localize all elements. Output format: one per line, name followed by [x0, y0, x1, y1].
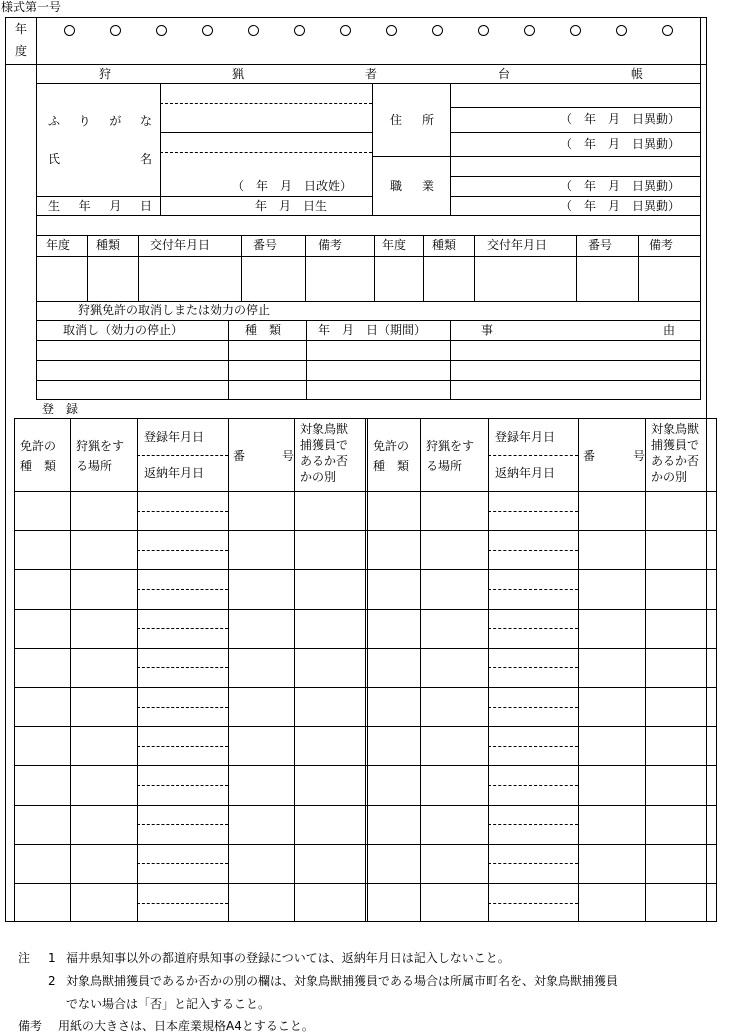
date-cell-split — [137, 746, 228, 747]
furigana-char: が — [109, 114, 122, 128]
revocation-col-line — [450, 320, 451, 400]
header-reg-date: 登録年月日 — [495, 430, 556, 444]
year-circle — [340, 25, 351, 36]
note-2-number: 2 — [48, 974, 56, 988]
header-license-type-2: 種 類 — [373, 459, 410, 473]
name-char: 氏 — [48, 152, 61, 166]
license-header-2: 交付年月日 — [150, 238, 211, 252]
ledger-title-char: 帳 — [630, 67, 643, 81]
license-header-0: 年度 — [46, 238, 71, 252]
registration-col-line — [228, 418, 229, 922]
header-target-3: かの別 — [300, 470, 337, 484]
furigana-line — [160, 103, 372, 104]
header-license-type-2: 種 類 — [20, 459, 57, 473]
date-header-split — [488, 455, 578, 456]
license-header-1: 種類 — [432, 238, 457, 252]
date-cell-split — [137, 903, 228, 904]
header-place-2: る場所 — [426, 459, 463, 473]
header-reg-date: 登録年月日 — [144, 430, 205, 444]
name-char: 名 — [139, 152, 152, 166]
remark: 用紙の大きさは、日本産業規格A4とすること。 — [58, 1019, 314, 1033]
date-cell-split — [137, 667, 228, 668]
birth-char: 年 — [78, 199, 91, 213]
year-circle — [662, 25, 673, 36]
registration-center-line — [367, 418, 368, 922]
personal-mid-divider — [372, 83, 373, 215]
header-return-date: 返納年月日 — [495, 466, 556, 480]
revocation-row-line — [36, 380, 701, 381]
registration-col-line — [488, 418, 489, 922]
furigana-char: ふ — [48, 114, 61, 128]
date-cell-split — [488, 667, 578, 668]
revocation-header-type: 種 類 — [245, 323, 282, 337]
date-cell-split — [488, 628, 578, 629]
revocation-header-bottom — [36, 340, 701, 341]
date-cell-split — [488, 903, 578, 904]
header-target-1: 捕獲員で — [651, 438, 700, 452]
header-number-2: 号 — [633, 449, 646, 463]
license-col-line — [87, 235, 88, 301]
license-header-top — [36, 235, 701, 236]
registration-col-line — [645, 418, 646, 922]
registration-col-line — [365, 418, 366, 922]
revocation-header-reason-2: 由 — [663, 323, 676, 337]
license-col-line — [423, 235, 424, 301]
ledger-title — [99, 68, 643, 80]
ledger-title-char: 者 — [364, 67, 377, 81]
header-place-1: 狩猟をす — [76, 439, 125, 453]
license-header-4: 備考 — [649, 238, 674, 252]
header-license-type-1: 免許の — [373, 439, 410, 453]
license-header-1: 種類 — [96, 238, 121, 252]
address-char: 住 — [390, 113, 403, 127]
license-center-line — [374, 235, 375, 301]
address-change-1: （ 年 月 日異動） — [560, 112, 681, 126]
occupation-line-2 — [450, 196, 701, 197]
date-cell-split — [488, 824, 578, 825]
form-title: 様式第一号 — [1, 0, 62, 14]
furigana-label — [48, 115, 152, 127]
year-circle — [110, 25, 121, 36]
birth-label — [48, 200, 152, 212]
year-label-divider — [36, 17, 37, 64]
ledger-title-char: 猟 — [231, 67, 244, 81]
license-body-bottom — [36, 301, 701, 302]
license-header-2: 交付年月日 — [487, 238, 548, 252]
header-number-2: 号 — [282, 449, 295, 463]
license-col-line — [576, 235, 577, 301]
address-bottom — [372, 156, 701, 157]
date-cell-split — [137, 589, 228, 590]
year-label-bottom: 度 — [15, 44, 28, 58]
header-place-1: 狩猟をす — [426, 439, 475, 453]
header-number-1: 番 — [583, 449, 596, 463]
address-label — [390, 114, 434, 126]
license-col-line — [241, 235, 242, 301]
header-license-type-1: 免許の — [20, 439, 57, 453]
license-col-line — [474, 235, 475, 301]
birth-char: 生 — [48, 199, 61, 213]
header-target-2: あるか否 — [300, 454, 349, 468]
registration-col-line — [70, 418, 71, 922]
date-cell-split — [488, 589, 578, 590]
personal-bottom — [36, 215, 701, 216]
registration-title: 登 録 — [42, 402, 79, 416]
year-circle — [202, 25, 213, 36]
registration-col-line — [578, 418, 579, 922]
date-header-split — [137, 455, 228, 456]
license-col-line — [138, 235, 139, 301]
revocation-col-line — [306, 320, 307, 400]
occupation-char: 職 — [390, 179, 403, 193]
name-furigana-line — [160, 152, 372, 153]
registration-col-line — [137, 418, 138, 922]
year-circle — [478, 25, 489, 36]
date-cell-split — [137, 550, 228, 551]
birth-row-top — [36, 196, 372, 197]
name-top — [160, 132, 372, 133]
date-cell-split — [488, 746, 578, 747]
header-target-0: 対象鳥獣 — [300, 422, 349, 436]
year-circle — [432, 25, 443, 36]
note-2-line-2: でない場合は「否」と記入すること。 — [66, 997, 271, 1011]
date-cell-split — [137, 511, 228, 512]
registration-col-line — [294, 418, 295, 922]
revocation-header-date: 年 月 日（期間） — [318, 323, 427, 337]
header-number-1: 番 — [233, 449, 246, 463]
note-1-number: 1 — [48, 951, 56, 965]
ledger-title-bottom — [36, 83, 701, 84]
header-target-1: 捕獲員で — [300, 438, 349, 452]
license-col-line — [305, 235, 306, 301]
occupation-label — [390, 180, 434, 192]
ledger-title-char: 台 — [497, 67, 510, 81]
address-change-2: （ 年 月 日異動） — [560, 137, 681, 151]
year-circle — [616, 25, 627, 36]
year-circle — [248, 25, 259, 36]
occupation-change-1: （ 年 月 日異動） — [560, 179, 681, 193]
header-target-0: 対象鳥獣 — [651, 422, 700, 436]
license-header-bottom — [36, 256, 701, 257]
header-target-3: かの別 — [651, 470, 688, 484]
note-1: 福井県知事以外の都道府県知事の登録については、返納年月日は記入しないこと。 — [66, 951, 510, 965]
year-circle — [156, 25, 167, 36]
date-cell-split — [137, 785, 228, 786]
date-cell-split — [137, 707, 228, 708]
license-header-3: 番号 — [253, 238, 278, 252]
license-header-0: 年度 — [382, 238, 407, 252]
occupation-change-2: （ 年 月 日異動） — [560, 199, 681, 213]
header-return-date: 返納年月日 — [144, 466, 205, 480]
revocation-row-line — [36, 360, 701, 361]
date-cell-split — [137, 824, 228, 825]
date-cell-split — [488, 511, 578, 512]
year-label-top: 年 — [15, 22, 28, 36]
furigana-char: り — [78, 114, 91, 128]
license-header-4: 備考 — [318, 238, 343, 252]
date-cell-split — [137, 863, 228, 864]
birth-value: 年 月 日生 — [255, 199, 328, 213]
header-target-2: あるか否 — [651, 454, 700, 468]
year-row-end — [700, 17, 701, 64]
address-line-2 — [450, 132, 701, 133]
date-cell-split — [488, 863, 578, 864]
date-cell-split — [488, 707, 578, 708]
occupation-line-1 — [450, 176, 701, 177]
license-header-3: 番号 — [588, 238, 613, 252]
year-circle — [294, 25, 305, 36]
revocation-header-cancel: 取消し（効力の停止） — [63, 323, 184, 337]
header-place-2: る場所 — [76, 459, 113, 473]
year-circle — [524, 25, 535, 36]
address-line-1 — [450, 107, 701, 108]
occupation-char: 業 — [421, 179, 434, 193]
remark-label: 備考 — [18, 1019, 43, 1033]
revocation-header-top — [36, 320, 701, 321]
note-label: 注 — [18, 951, 31, 965]
year-circle — [570, 25, 581, 36]
birth-char: 日 — [139, 199, 152, 213]
note-2-line-1: 対象鳥獣捕獲員であるか否かの別の欄は、対象鳥獣捕獲員である場合は所属市町名を、対象鳥獣捕獲員 — [66, 974, 619, 988]
date-cell-split — [137, 628, 228, 629]
revocation-title: 狩猟免許の取消しまたは効力の停止 — [78, 303, 271, 317]
name-change-note: （ 年 月 日改姓） — [232, 179, 353, 193]
revocation-header-reason-1: 事 — [481, 323, 494, 337]
birth-char: 月 — [109, 199, 122, 213]
year-circle — [64, 25, 75, 36]
furigana-char: な — [139, 114, 152, 128]
date-cell-split — [488, 550, 578, 551]
registration-col-line — [420, 418, 421, 922]
year-circle — [386, 25, 397, 36]
revocation-col-line — [228, 320, 229, 400]
license-col-line — [638, 235, 639, 301]
address-char: 所 — [421, 113, 434, 127]
date-cell-split — [488, 785, 578, 786]
ledger-title-char: 狩 — [99, 67, 112, 81]
name-label — [48, 153, 152, 165]
